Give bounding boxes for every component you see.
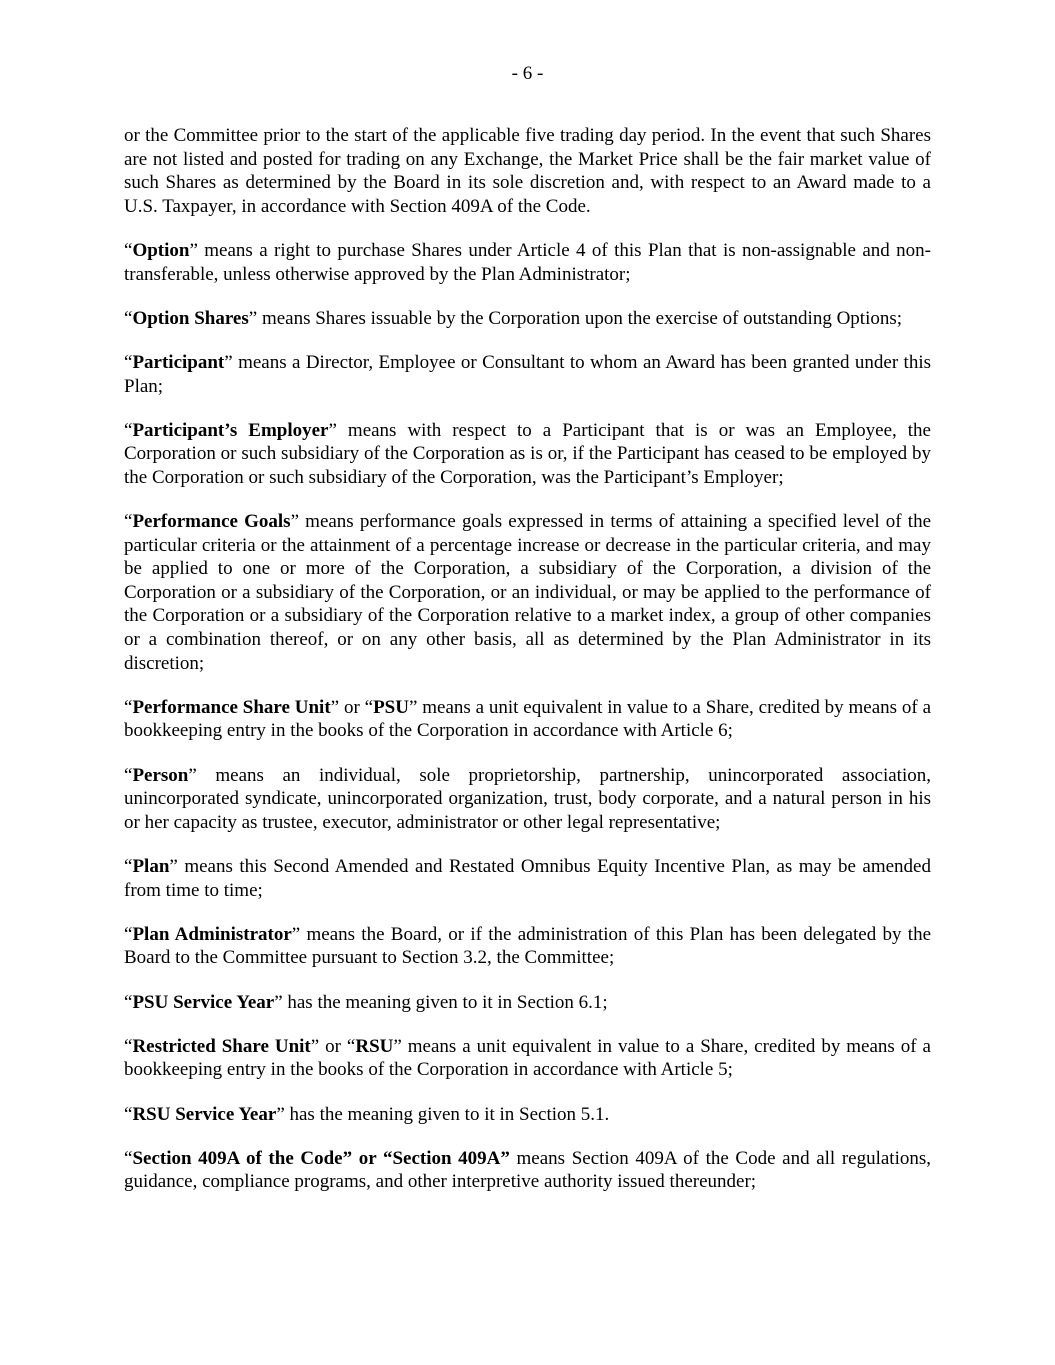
definition-text: ” means an individual, sole proprietorship, partnership, unincorporated association, unincorporated syndicate, unincorporated organization, trust, body corporate, and a natural person in his or her capacity as trustee, executor, administrator or other legal representative; bbox=[124, 764, 931, 833]
defined-term: Section 409A of the Code” or “Section 409A” bbox=[132, 1147, 510, 1169]
definition-text: ” has the meaning given to it in Section 5.1. bbox=[276, 1103, 610, 1125]
defined-term-abbreviation: PSU bbox=[373, 696, 409, 718]
term-separator: ” or “ bbox=[330, 696, 374, 718]
defined-term: Option bbox=[132, 239, 190, 261]
defined-term: Performance Goals bbox=[132, 511, 291, 533]
definition-text: ” means this Second Amended and Restated Omnibus Equity Incentive Plan, as may be amended from time to time; bbox=[124, 856, 931, 901]
term-separator: ” or “ bbox=[310, 1035, 356, 1057]
defined-term: Person bbox=[132, 764, 189, 786]
definition-option: “Option” means a right to purchase Shares under Article 4 of this Plan that is non-assignable and non-transferable, unless otherwise approved by the Plan Administrator; bbox=[124, 239, 931, 285]
defined-term: Restricted Share Unit bbox=[132, 1035, 311, 1057]
definition-person: “Person” means an individual, sole proprietorship, partnership, unincorporated association, unincorporated syndicate, unincorporated organization, trust, body corporate, and a natural person in his or her capacity as trustee, executor, administrator or other legal representative; bbox=[124, 764, 931, 833]
definition-plan-administrator: “Plan Administrator” means the Board, or if the administration of this Plan has been delegated by the Board to the Committee pursuant to Section 3.2, the Committee; bbox=[124, 923, 931, 969]
defined-term: PSU Service Year bbox=[132, 991, 275, 1013]
definition-text: ” means a Director, Employee or Consultant to whom an Award has been granted under this Plan; bbox=[124, 351, 931, 397]
intro-paragraph: or the Committee prior to the start of the applicable five trading day period. In the event that such Shares are not listed and posted for trading on any Exchange, the Market Price shall be the fair market value of such Shares as determined by the Board in its sole discretion and, with respect to an Award made to a U.S. Taxpayer, in accordance with Section 409A of the Code. bbox=[124, 125, 931, 217]
defined-term: Option Shares bbox=[132, 307, 249, 329]
defined-term-abbreviation: RSU bbox=[355, 1035, 394, 1057]
definition-text: ” means with respect to a Participant that is or was an Employee, the Corporation or such subsidiary of the Corporation as is or, if the Participant has ceased to be employed by the Corporation or such subsidiary of the Corporation, was the Participant’s Employer; bbox=[124, 419, 931, 488]
defined-term: Participant bbox=[132, 351, 225, 373]
definition-text: ” means the Board, or if the administration of this Plan has been delegated by the Board to the Committee pursuant to Section 3.2, the Committee; bbox=[124, 923, 931, 969]
definition-plan: “Plan” means this Second Amended and Restated Omnibus Equity Incentive Plan, as may be amended from time to time; bbox=[124, 856, 931, 901]
document-page bbox=[124, 62, 931, 1215]
definition-participant: “Participant” means a Director, Employee or Consultant to whom an Award has been granted under this Plan; bbox=[124, 351, 931, 397]
page-number: - 6 - bbox=[511, 63, 544, 84]
definition-rsu-service-year: “RSU Service Year” has the meaning given to it in Section 5.1. bbox=[124, 1103, 610, 1125]
defined-term: Performance Share Unit bbox=[132, 696, 331, 718]
defined-term: RSU Service Year bbox=[132, 1103, 277, 1125]
definition-participants-employer: “Participant’s Employer” means with respect to a Participant that is or was an Employee, the Corporation or such subsidiary of the Corporation as is or, if the Participant has ceased to be employed by the Corporation or such subsidiary of the Corporation, was the Participant’s Employer; bbox=[124, 419, 931, 488]
definition-performance-goals: “Performance Goals” means performance goals expressed in terms of attaining a specified level of the particular criteria or the attainment of a percentage increase or decrease in the particular criteria, and may be applied to one or more of the Corporation, a subsidiary of the Corporation, a division of the Corporation or a subsidiary of the Corporation, or an individual, or may be applied to the performance of the Corporation or a subsidiary of the Corporation relative to a market index, a group of other companies or a combination thereof, or on any other basis, all as determined by the Plan Administrator in its discretion; bbox=[124, 511, 931, 674]
definition-text: ” has the meaning given to it in Section 6.1; bbox=[274, 991, 608, 1013]
definition-text: ” means Shares issuable by the Corporation upon the exercise of outstanding Options; bbox=[248, 307, 903, 329]
definition-performance-share-unit: “Performance Share Unit” or “PSU” means a unit equivalent in value to a Share, credited by means of a bookkeeping entry in the books of the Corporation in accordance with Article 6; bbox=[124, 696, 931, 742]
definition-text: means Section 409A of the Code and all regulations, guidance, compliance programs, and other interpretive authority issued thereunder; bbox=[124, 1147, 931, 1193]
definition-psu-service-year: “PSU Service Year” has the meaning given to it in Section 6.1; bbox=[124, 991, 608, 1013]
definition-restricted-share-unit: “Restricted Share Unit” or “RSU” means a unit equivalent in value to a Share, credited by means of a bookkeeping entry in the books of the Corporation in accordance with Article 5; bbox=[124, 1035, 931, 1081]
defined-term: Plan Administrator bbox=[132, 923, 292, 945]
definition-option-shares: “Option Shares” means Shares issuable by the Corporation upon the exercise of outstanding Options; bbox=[124, 307, 903, 329]
defined-term: Participant’s Employer bbox=[132, 419, 329, 441]
defined-term: Plan bbox=[132, 856, 170, 877]
definition-section-409a: “Section 409A of the Code” or “Section 409A” means Section 409A of the Code and all regulations, guidance, compliance programs, and other interpretive authority issued thereunder; bbox=[124, 1147, 931, 1193]
definition-text: ” means performance goals expressed in terms of attaining a specified level of the particular criteria or the attainment of a percentage increase or decrease in the particular criteria, and may be applied to one or more of the Corporation, a subsidiary of the Corporation, a division of the Corporation or a subsidiary of the Corporation, or an individual, or may be applied to the performance of the Corporation or a subsidiary of the Corporation relative to a market index, a group of other companies or a combination thereof, or on any other basis, all as determined by the Plan Administrator in its discretion; bbox=[124, 511, 931, 674]
definition-text: ” means a right to purchase Shares under Article 4 of this Plan that is non-assignable and non-transferable, unless otherwise approved by the Plan Administrator; bbox=[124, 239, 931, 285]
definition-text: ” means a unit equivalent in value to a Share, credited by means of a bookkeeping entry in the books of the Corporation in accordance with Article 6; bbox=[124, 696, 931, 742]
definition-text: ” means a unit equivalent in value to a Share, credited by means of a bookkeeping entry in the books of the Corporation in accordance with Article 5; bbox=[124, 1035, 931, 1081]
